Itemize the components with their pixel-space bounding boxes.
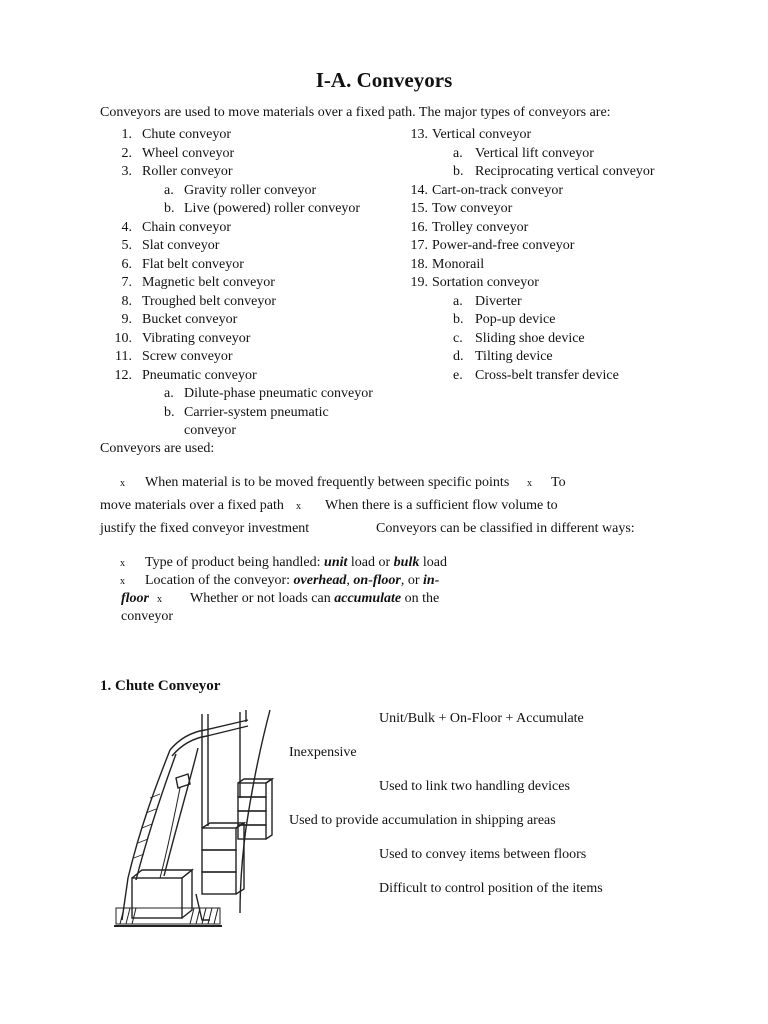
list-item-number: c.	[453, 330, 463, 346]
chute-feature: Used to link two handling devices	[379, 779, 570, 794]
list-item-number: a.	[453, 145, 463, 161]
classify-item-2: Location of the conveyor: overhead, on-floor, or in-	[145, 573, 440, 588]
list-item-number: 10.	[114, 330, 132, 346]
list-item: Pop-up device	[475, 312, 556, 327]
bullet-marker: x	[157, 594, 162, 605]
list-item: Gravity roller conveyor	[184, 182, 317, 198]
list-item: Sortation conveyor	[432, 275, 539, 290]
list-item: Screw conveyor	[142, 349, 233, 364]
list-item-number: b.	[453, 164, 464, 179]
list-item: Troughed belt conveyor	[142, 293, 277, 309]
bullet-marker: x	[120, 478, 125, 489]
list-item: Flat belt conveyor	[142, 256, 244, 272]
list-item: Cross-belt transfer device	[475, 367, 619, 383]
list-item-number: b.	[164, 201, 175, 216]
list-item-number: a.	[164, 182, 174, 198]
list-item: Monorail	[432, 256, 485, 272]
list-item: Live (powered) roller conveyor	[184, 201, 361, 216]
list-item-number: b.	[164, 404, 175, 420]
list-item-number: a.	[164, 386, 174, 401]
list-item: Sliding shoe device	[475, 330, 585, 346]
list-item-number: 11.	[115, 349, 132, 364]
list-item: Tow conveyor	[432, 201, 513, 216]
list-item-number: 4.	[121, 219, 132, 235]
used-heading: Conveyors are used:	[100, 441, 215, 456]
used-item-2-start: To	[551, 475, 566, 490]
list-item: Power-and-free conveyor	[432, 238, 575, 253]
list-item: Vibrating conveyor	[142, 330, 251, 346]
list-item-number: 1.	[121, 127, 132, 142]
used-item-3-start: When there is a sufficient flow volume to	[325, 498, 558, 513]
list-item-number: 12.	[114, 367, 132, 383]
list-item-number: 6.	[121, 256, 132, 272]
classified-text: Conveyors can be classified in different ways:	[376, 521, 635, 536]
list-item-number: 14.	[410, 182, 428, 198]
section-heading-chute: 1. Chute Conveyor	[100, 678, 221, 694]
list-item: Trolley conveyor	[432, 219, 529, 235]
list-item-number: 2.	[121, 145, 132, 161]
list-item: Carrier-system pneumatic	[184, 404, 329, 420]
list-item-number: 8.	[121, 293, 132, 309]
list-item-number: 17.	[410, 238, 428, 253]
list-item-number: 16.	[410, 219, 428, 235]
chute-feature: Unit/Bulk + On-Floor + Accumulate	[379, 711, 584, 726]
list-item: Diverter	[475, 293, 522, 309]
classify-item-3-end: conveyor	[121, 609, 174, 624]
intro-text: Conveyors are used to move materials over a fixed path. The major types of conveyors are:	[100, 105, 611, 120]
list-item-number: 9.	[121, 312, 132, 327]
list-item: Tilting device	[475, 349, 553, 364]
list-item: Chain conveyor	[142, 219, 232, 235]
classify-item-2-end: floor	[121, 591, 149, 606]
used-item-2-end: move materials over a fixed path	[100, 498, 284, 513]
chute-feature: Difficult to control position of the items	[379, 881, 603, 896]
chute-feature: Used to provide accumulation in shipping areas	[289, 813, 556, 828]
bullet-marker: x	[296, 501, 301, 512]
list-item: Cart-on-track conveyor	[432, 182, 563, 198]
list-item-number: 7.	[121, 275, 132, 290]
list-item-number: e.	[453, 367, 463, 383]
chute-feature: Used to convey items between floors	[379, 847, 587, 862]
classify-item-1: Type of product being handled: unit load or bulk load	[145, 555, 447, 570]
page-title: I-A. Conveyors	[315, 68, 453, 92]
list-item: Dilute-phase pneumatic conveyor	[184, 386, 373, 401]
list-item: Pneumatic conveyor	[142, 367, 257, 383]
list-item-number: 5.	[121, 238, 132, 253]
list-item-number: b.	[453, 312, 464, 327]
bullet-marker: x	[527, 478, 532, 489]
list-item: Vertical lift conveyor	[475, 145, 594, 161]
list-item: Roller conveyor	[142, 164, 233, 179]
list-item-number: 13.	[410, 127, 428, 142]
list-item: Magnetic belt conveyor	[142, 275, 275, 290]
list-item: Slat conveyor	[142, 238, 220, 253]
used-item-3-end: justify the fixed conveyor investment	[100, 521, 310, 536]
list-item: Vertical conveyor	[432, 127, 532, 142]
chute-conveyor-illustration	[110, 708, 280, 936]
list-item: conveyor	[184, 423, 237, 438]
list-item: Bucket conveyor	[142, 312, 238, 327]
bullet-marker: x	[120, 576, 125, 587]
list-item: Wheel conveyor	[142, 145, 235, 161]
list-item-number: d.	[453, 349, 464, 364]
used-item-1: When material is to be moved frequently between specific points	[145, 475, 510, 490]
list-item: Chute conveyor	[142, 127, 232, 142]
classify-item-3: Whether or not loads can accumulate on the	[190, 591, 440, 606]
list-item-number: 3.	[121, 164, 132, 179]
list-item: Reciprocating vertical conveyor	[475, 164, 655, 179]
bullet-marker: x	[120, 558, 125, 569]
list-item-number: 18.	[410, 256, 428, 272]
list-item-number: a.	[453, 293, 463, 309]
list-item-number: 15.	[410, 201, 428, 216]
chute-feature: Inexpensive	[289, 745, 357, 760]
list-item-number: 19.	[410, 275, 428, 290]
